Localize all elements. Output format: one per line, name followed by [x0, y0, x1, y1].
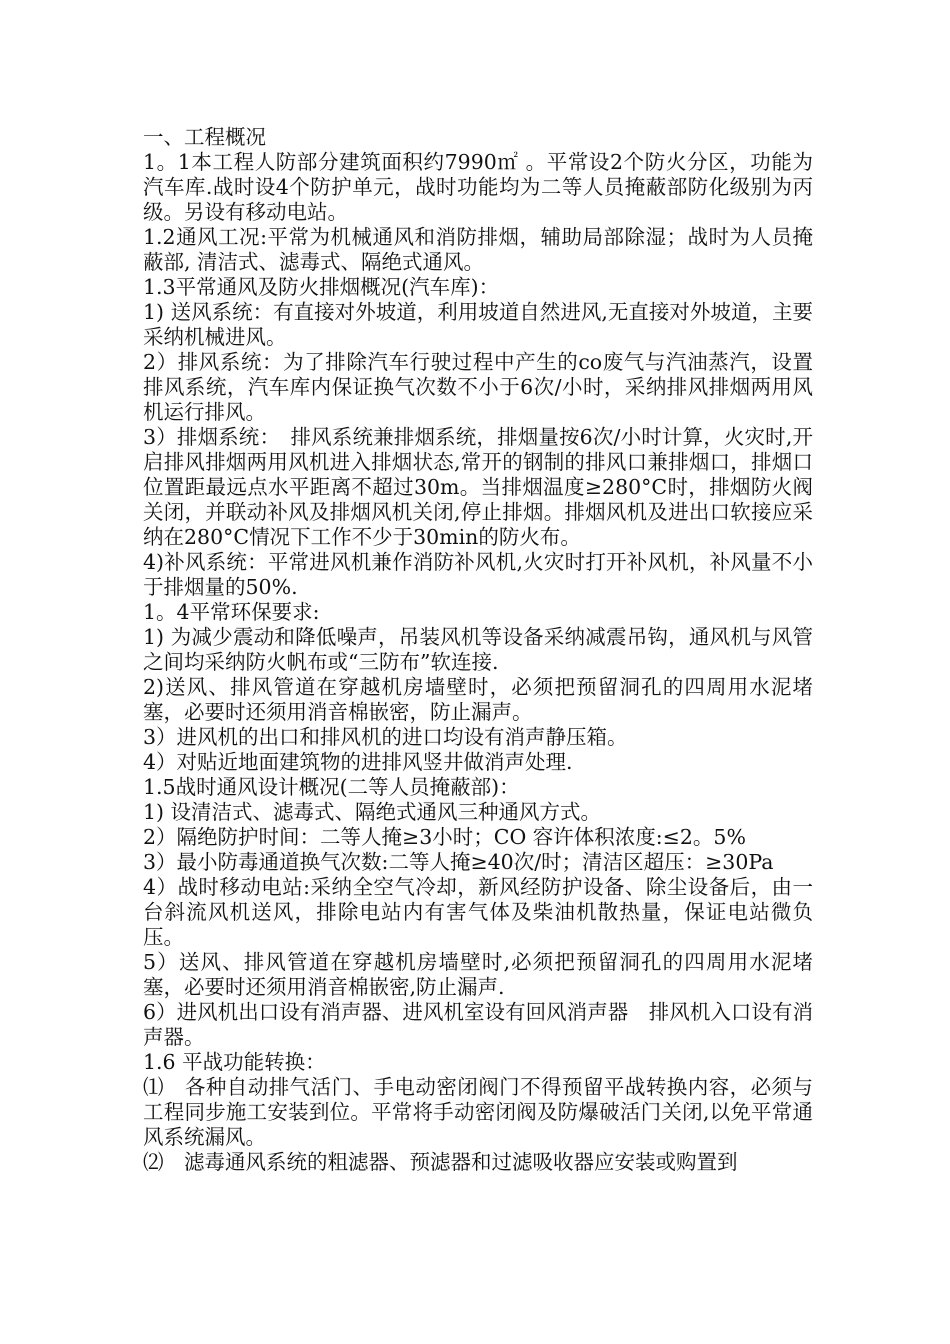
document-body — [143, 125, 813, 1175]
paragraph: 1。1本工程人防部分建筑面积约7990㎡ 。平常设2个防火分区，功能为汽车库.战时设4个防护单元，战时功能均为二等人员掩蔽部防化级别为丙级。另设有移动电站。 — [143, 150, 813, 224]
paragraph: 3）最小防毒通道换气次数:二等人掩≥40次/时；清洁区超压：≥30Pa — [143, 850, 774, 874]
paragraph: 1) 为减少震动和降低噪声，吊装风机等设备采纳减震吊钩，通风机与风管之间均采纳防火帆布或“三防布”软连接. — [143, 625, 813, 674]
paragraph: 2)送风、排风管道在穿越机房墙壁时，必须把预留洞孔的四周用水泥堵塞，必要时还须用消音棉嵌密，防止漏声。 — [143, 675, 813, 724]
paragraph: 1。4平常环保要求: — [143, 600, 320, 624]
paragraph: 1) 设清洁式、滤毒式、隔绝式通风三种通风方式。 — [143, 800, 602, 824]
paragraph: 4）对贴近地面建筑物的进排风竖井做消声处理. — [143, 750, 573, 774]
paragraph: 1.6 平战功能转换： — [143, 1050, 326, 1074]
section-heading: 一、工程概况 — [143, 125, 266, 149]
paragraph: 1.3平常通风及防火排烟概况(汽车库)： — [143, 275, 500, 299]
paragraph: 4)补风系统：平常进风机兼作消防补风机,火灾时打开补风机，补风量不小于排烟量的50%. — [143, 550, 813, 599]
paragraph: 1) 送风系统：有直接对外坡道，利用坡道自然进风,无直接对外坡道，主要采纳机械进风。 — [143, 300, 813, 349]
paragraph: ⑴ 各种自动排气活门、手电动密闭阀门不得预留平战转换内容，必须与工程同步施工安装到位。平常将手动密闭阀及防爆破活门关闭,以免平常通风系统漏风。 — [143, 1075, 813, 1149]
paragraph: 1.2通风工况:平常为机械通风和消防排烟，辅助局部除湿；战时为人员掩蔽部, 清洁式、滤毒式、隔绝式通风。 — [143, 225, 813, 274]
paragraph: 3）排烟系统： 排风系统兼排烟系统，排烟量按6次/小时计算，火灾时,开启排风排烟两用风机进入排烟状态,常开的钢制的排风口兼排烟口，排烟口位置距最远点水平距离不超过30m。当排烟温度≥280°C时，排烟防火阀关闭，并联动补风及排烟风机关闭,停止排烟。排烟风机及进出口软接应采纳在280°C情况下工作不少于30min的防火布。 — [143, 425, 813, 549]
paragraph: 3）进风机的出口和排风机的进口均设有消声静压箱。 — [143, 725, 628, 749]
paragraph: 5）送风、排风管道在穿越机房墙壁时,必须把预留洞孔的四周用水泥堵塞，必要时还须用消音棉嵌密,防止漏声. — [143, 950, 813, 999]
paragraph: 2）排风系统：为了排除汽车行驶过程中产生的co废气与汽油蒸汽，设置排风系统，汽车库内保证换气次数不小于6次/小时，采纳排风排烟两用风机运行排风。 — [143, 350, 813, 424]
paragraph: 6）进风机出口设有消声器、进风机室设有回风消声器 排风机入口设有消声器。 — [143, 1000, 813, 1049]
paragraph: 4）战时移动电站:采纳全空气冷却，新风经防护设备、除尘设备后，由一台斜流风机送风，排除电站内有害气体及柴油机散热量，保证电站微负压。 — [143, 875, 813, 949]
paragraph: 2）隔绝防护时间：二等人掩≥3小时；CO 容许体积浓度:≤2。5% — [143, 825, 746, 849]
paragraph: ⑵ 滤毒通风系统的粗滤器、预滤器和过滤吸收器应安装或购置到 — [143, 1150, 738, 1174]
paragraph: 1.5战时通风设计概况(二等人员掩蔽部)： — [143, 775, 520, 799]
